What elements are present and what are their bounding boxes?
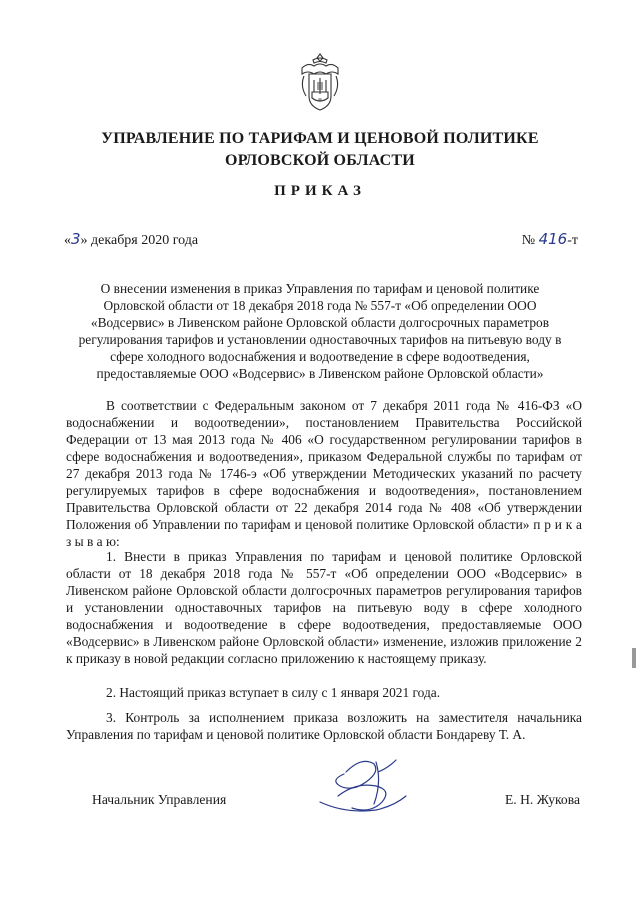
date-open-quote: « xyxy=(64,233,71,248)
signatory-name: Е. Н. Жукова xyxy=(504,792,580,807)
number-handwritten: 416 xyxy=(538,230,568,248)
order-item-2: 2. Настоящий приказ вступает в силу с 1 января 2021 года. xyxy=(106,685,441,700)
organization-title xyxy=(60,128,580,172)
date-day-handwritten: 3 xyxy=(71,230,81,248)
order-number xyxy=(522,230,578,249)
document-type-heading: ПРИКАЗ xyxy=(274,183,366,199)
order-date xyxy=(64,230,198,249)
organization-title-line2: ОРЛОВСКОЙ ОБЛАСТИ xyxy=(225,152,415,169)
order-item-3: 3. Контроль за исполнением приказа возложить на заместителя начальника Управления по тарифам и ценовой политике Орловской области Бондареву Т. А. xyxy=(66,710,582,742)
order-item-1: 1. Внести в приказ Управления по тарифам и ценовой политике Орловской области от 18 декабря 2018 года № 557-т «Об определении ООО «Водсервис» в Ливенском районе Орловской области долгосрочных параметров регулирования тарифов и установлении одноставочных тарифов на питьевую воду в сфере холодного водоснабжения и водоотведение в сфере водоотведения, предоставляемые ООО «Водсервис» в Ливенском районе Орловской области» изменение, изложив приложение 2 к приказу в новой редакции согласно приложению к настоящему приказу. xyxy=(66,549,582,666)
handwritten-signature xyxy=(316,752,408,820)
legal-basis-paragraph: В соответствии с Федеральным законом от 7 декабря 2011 года № 416-ФЗ «О водоснабжении и водоотведении», постановлением Правительства Российской Федерации от 13 мая 2013 года № 406 «О государственном регулировании тарифов в сфере водоснабжения и водоотведения», приказом Федеральной службы по тарифам от 27 декабря 2013 года № 1746-э «Об утверждении Методических указаний по расчету регулируемых тарифов в сфере водоснабжения и водоотведения», постановлением Правительства Орловской области от 22 декабря 2014 года № 408 «Об утверждении Положения об Управлении по тарифам и ценовой политике Орловской области» п р и к а з ы в а ю: xyxy=(66,398,582,549)
scan-edge-mark xyxy=(632,648,636,668)
date-rest: » декабря 2020 года xyxy=(80,233,199,248)
organization-title-line1: УПРАВЛЕНИЕ ПО ТАРИФАМ И ЦЕНОВОЙ ПОЛИТИКЕ xyxy=(101,130,539,147)
signatory-title: Начальник Управления xyxy=(92,792,227,807)
order-subject: О внесении изменения в приказ Управления по тарифам и ценовой политике Орловской области от 18 декабря 2018 года № 557-т «Об определении ООО «Водсервис» в Ливенском районе Орловской области долгосрочных параметров регулирования тарифов и установлении одноставочных тарифов на питьевую воду в сфере холодного водоснабжения и водоотведение в сфере водоотведения, предоставляемые ООО «Водсервис» в Ливенском районе Орловской области» xyxy=(78,281,562,381)
coat-of-arms-emblem xyxy=(296,52,344,114)
number-suffix: -т xyxy=(567,233,578,248)
number-prefix: № xyxy=(521,233,536,248)
